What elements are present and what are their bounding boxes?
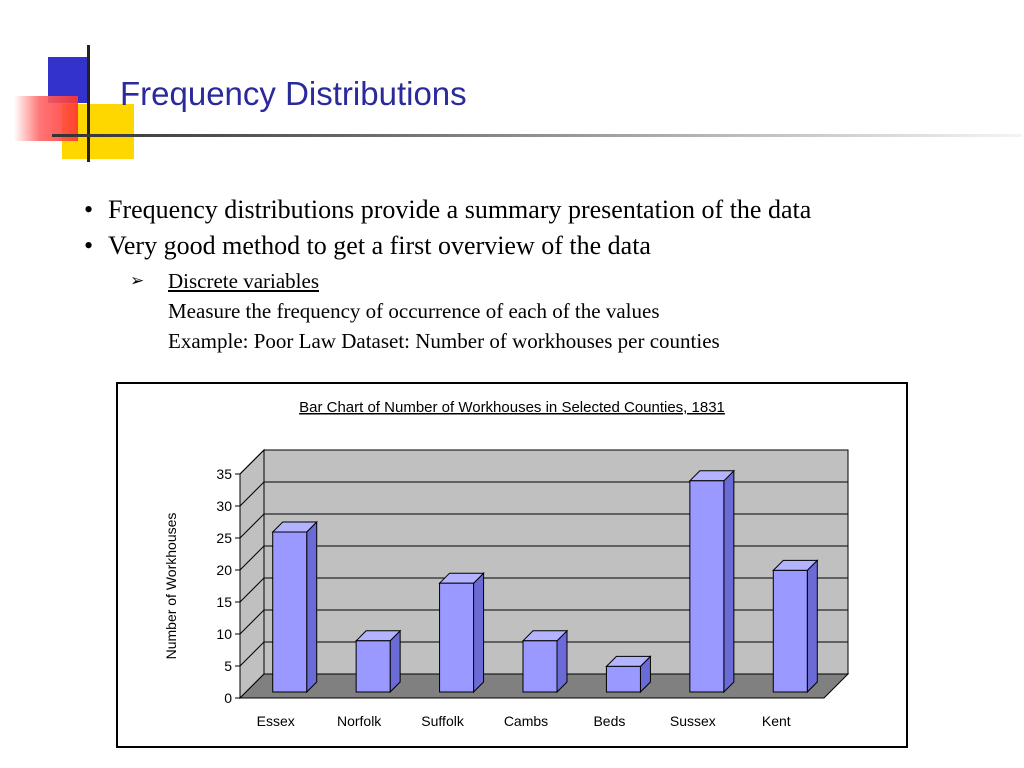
sub-bullet-heading: Discrete variables [168, 269, 320, 293]
bar [440, 583, 474, 692]
chart-frame [116, 382, 908, 748]
x-tick-label: Beds [593, 713, 626, 729]
bar [273, 532, 307, 692]
bar-chart [118, 384, 906, 746]
bullet-list [82, 192, 1012, 356]
x-tick-label: Sussex [669, 713, 716, 729]
x-tick-label: Cambs [503, 713, 549, 729]
bar [690, 481, 724, 692]
bullet-text: Very good method to get a first overview of the data [108, 231, 651, 260]
bar [773, 570, 807, 692]
y-tick-label: 25 [216, 530, 232, 546]
x-tick-label: Suffolk [421, 713, 464, 729]
bullet-dot-icon: • [84, 231, 94, 260]
sub-bullet [130, 266, 1024, 356]
y-tick-label: 5 [224, 658, 232, 674]
bar [356, 641, 390, 692]
bar [523, 641, 557, 692]
chart-title: Bar Chart of Number of Workhouses in Selected Counties, 1831 [299, 399, 725, 416]
bullet-item [82, 228, 1012, 264]
slide-title: Frequency Distributions [120, 75, 467, 112]
y-tick-label: 35 [216, 466, 232, 482]
bullet-item [82, 192, 1012, 228]
y-tick-label: 20 [216, 562, 232, 578]
title-decoration-vertical-line [87, 45, 90, 162]
y-tick-label: 30 [216, 498, 232, 514]
x-tick-label: Norfolk [336, 713, 382, 729]
bar-side [724, 471, 734, 692]
bar-side [307, 522, 317, 692]
y-tick-label: 0 [224, 690, 232, 706]
bar-side [807, 560, 817, 692]
x-tick-label: Essex [256, 713, 295, 729]
arrow-bullet-icon: ➢ [130, 271, 145, 290]
sub-bullet-line: Measure the frequency of occurrence of each of the values [168, 299, 660, 323]
x-tick-label: Kent [761, 713, 791, 729]
bullet-dot-icon: • [84, 195, 94, 224]
plot-side-wall [240, 450, 264, 698]
sub-bullet-line: Example: Poor Law Dataset: Number of workhouses per counties [168, 329, 720, 353]
bullet-text: Frequency distributions provide a summary presentation of the data [108, 195, 812, 224]
y-axis-label: Number of Workhouses [163, 512, 179, 660]
bar [606, 666, 640, 692]
bar-side [474, 573, 484, 692]
y-tick-label: 15 [216, 594, 232, 610]
y-tick-label: 10 [216, 626, 232, 642]
title-underline [52, 134, 1022, 137]
